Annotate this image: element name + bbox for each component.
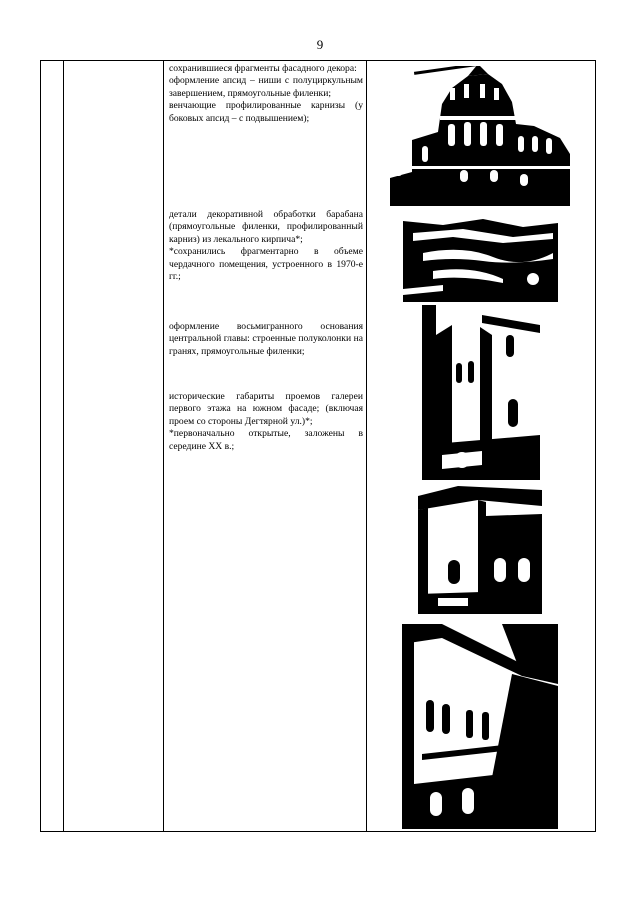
column-divider (163, 61, 164, 831)
octagon-base-block (169, 321, 363, 358)
south-gallery-photo (402, 624, 558, 829)
description-paragraph: венчающие профилированные карнизы (у боковых апсид – с подвышением); (169, 100, 363, 124)
column-divider (63, 61, 64, 831)
description-paragraph: детали декоративной обработки барабана (прямоугольные филенки, профилированный карниз) из лекального кирпича*; (169, 209, 363, 245)
church-apses-photo (390, 66, 570, 206)
description-paragraph: *первоначально открытые, заложены в середине XX в.; (169, 428, 363, 452)
decor-fragments-block (169, 63, 363, 125)
drum-details-block (169, 209, 363, 283)
corner-facade-photo (418, 486, 542, 614)
description-paragraph: *сохранились фрагментарно в объеме чердачного помещения, устроенного в 1970-е гг.; (169, 246, 363, 283)
octagonal-base-photo (422, 305, 540, 480)
column-divider (366, 61, 367, 831)
description-paragraph: оформление восьмигранного основания центральной главы: строенные полуколонки на гранях, прямоугольные филенки; (169, 321, 363, 357)
gallery-openings-block (169, 391, 363, 453)
drum-brick-detail-photo (403, 209, 558, 302)
description-paragraph: исторические габариты проемов галереи первого этажа на южном фасаде; (включая проем со стороны Дегтярной ул.)*; (169, 391, 363, 427)
page-number: 9 (316, 37, 324, 52)
description-paragraph: оформление апсид – ниши с полуциркульным завершением, прямоугольные филенки; (169, 75, 363, 99)
description-paragraph: сохранившиеся фрагменты фасадного декора: (169, 63, 357, 74)
